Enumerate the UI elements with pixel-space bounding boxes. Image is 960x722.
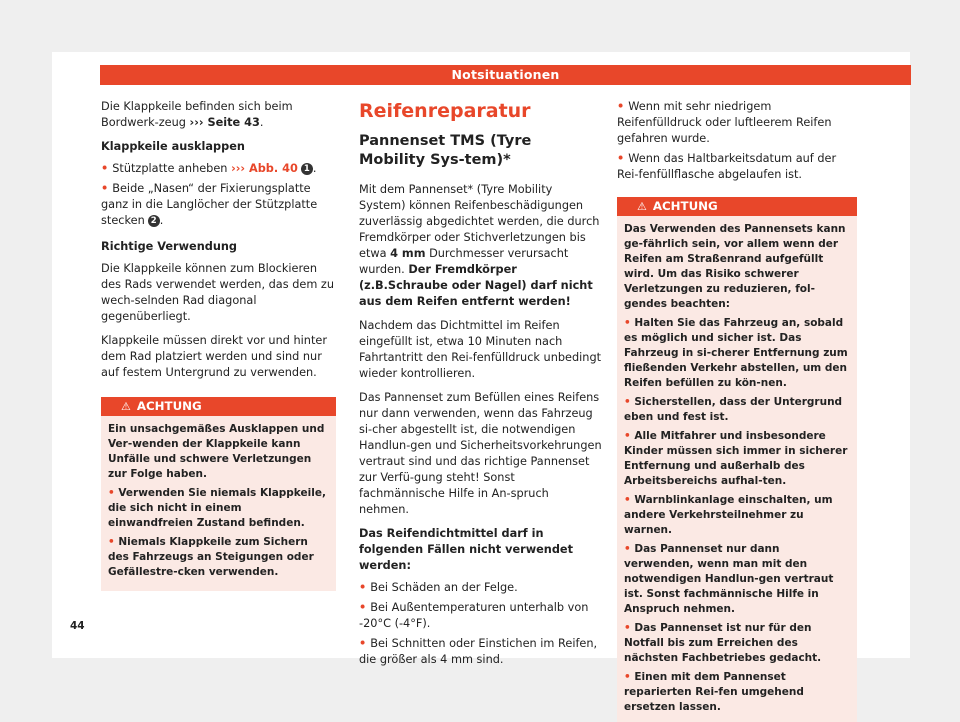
bullet-icon: • [624, 494, 635, 506]
bullet-icon: • [359, 581, 367, 594]
warning-box [617, 197, 857, 722]
warning-item: • Niemals Klappkeile zum Sichern des Fahrzeugs an Steigungen oder Gefällestre-cken verwenden. [108, 536, 314, 578]
heading-nicht-verwenden: Das Reifendichtmittel darf in folgenden Fällen nicht verwendet werden: [359, 527, 573, 572]
warning-item: • Halten Sie das Fahrzeug an, sobald es möglich und sicher ist. Das Fahrzeug in si-cherer Entfernung zum fließenden Verkehr abstellen, um den Reifen befüllen zu kön-nen. [624, 317, 848, 389]
warning-intro: Ein unsachgemäßes Ausklappen und Ver-wenden der Klappkeile kann Unfälle und schwere Verletzungen zur Folge haben. [108, 423, 325, 480]
warning-triangle-icon: ⚠ [121, 400, 131, 413]
list-item: • Beide „Nasen“ der Fixierungsplatte ganz in die Langlöcher der Stützplatte stecken 2 . [101, 182, 318, 227]
paragraph: Klappkeile müssen direkt vor und hinter dem Rad platziert werden und sind nur auf festem Untergrund zu verwenden. [101, 334, 327, 379]
manual-page [52, 52, 910, 713]
warning-box [101, 397, 336, 591]
warning-header: ⚠ ACHTUNG [617, 197, 857, 216]
figure-reference-link[interactable]: ››› Abb. 40 [231, 162, 298, 175]
section-title: Reifenreparatur [359, 100, 531, 122]
warning-item: • Das Pannenset ist nur für den Notfall bis zum Erreichen des nächsten Fachbetriebes gedacht. [624, 622, 822, 664]
column-middle [359, 100, 602, 672]
warning-item: • Alle Mitfahrer und insbesondere Kinder müssen sich immer in sicherer Entfernung und außerhalb des Arbeitsbereichs aufhal-ten. [624, 430, 848, 487]
paragraph: Nachdem das Dichtmittel im Reifen eingefüllt ist, etwa 10 Minuten nach Fahrtantritt den Rei-fenfülldruck unbedingt wieder kontrollieren. [359, 319, 602, 380]
bullet-icon: • [101, 162, 109, 175]
bullet-icon: • [359, 637, 367, 650]
callout-number-icon: 2 [148, 215, 160, 227]
bullet-icon: • [617, 100, 625, 113]
column-right [617, 99, 857, 722]
bullet-icon: • [624, 622, 635, 634]
warning-intro: Das Verwenden des Pannensets kann ge-fährlich sein, vor allem wenn der Reifen am Straßenrand aufgefüllt wird. Um das Risiko schwerer Verletzungen zu reduzieren, fol-gendes beachten: [624, 223, 846, 310]
callout-number-icon: 1 [301, 163, 313, 175]
subsection-title: Pannenset TMS (Tyre Mobility Sys-tem)* [359, 133, 532, 168]
bullet-icon: • [359, 601, 367, 614]
bullet-icon: • [108, 536, 119, 548]
bullet-icon: • [617, 152, 625, 165]
list-item: • Wenn mit sehr niedrigem Reifenfülldruck oder luftleerem Reifen gefahren wurde. [617, 100, 832, 145]
bullet-icon: • [624, 543, 635, 555]
warning-item: • Einen mit dem Pannenset reparierten Rei-fen umgehend ersetzen lassen. [624, 671, 804, 713]
paragraph: Die Klappkeile können zum Blockieren des Rads verwendet werden, das dem zu wech-selnden Rad diagonal gegenüberliegt. [101, 262, 335, 323]
list-item: • Bei Schäden an der Felge. [359, 581, 518, 594]
bullet-icon: • [624, 671, 635, 683]
warning-item: • Warnblinkanlage einschalten, um andere Verkehrsteilnehmer zu warnen. [624, 494, 833, 536]
paragraph: Das Pannenset zum Befüllen eines Reifens nur dann verwenden, wenn das Fahrzeug si-cher abgestellt ist, die notwendigen Handlun-gen und Sicherheitsvorkehrungen vertraut sind und das richtige Pannenset zur Verfü-gung steht! Sonst fachmännische Hilfe in An-spruch nehmen. [359, 391, 602, 516]
warning-body [101, 416, 336, 591]
page-number: 44 [70, 620, 85, 632]
bullet-icon: • [624, 430, 635, 442]
warning-body [617, 216, 857, 722]
warning-header: ⚠ ACHTUNG [101, 397, 336, 416]
bullet-icon: • [101, 182, 109, 195]
warning-item: • Das Pannenset nur dann verwenden, wenn man mit den notwendigen Handlun-gen vertraut ist. Sonst fachmännische Hilfe in Anspruch nehmen. [624, 543, 834, 615]
list-item: • Stützplatte anheben ››› Abb. 40 1 . [101, 162, 317, 175]
bullet-icon: • [624, 317, 635, 329]
warning-item: • Sicherstellen, dass der Untergrund eben und fest ist. [624, 396, 843, 423]
bullet-icon: • [108, 487, 119, 499]
bullet-icon: • [624, 396, 635, 408]
list-item: • Bei Schnitten oder Einstichen im Reifen, die größer als 4 mm sind. [359, 637, 598, 666]
heading-richtige-verwendung: Richtige Verwendung [101, 240, 238, 253]
warning-triangle-icon: ⚠ [637, 200, 647, 213]
list-item: • Wenn das Haltbarkeitsdatum auf der Rei-fenfüllflasche abgelaufen ist. [617, 152, 837, 181]
heading-klappkeile-ausklappen: Klappkeile ausklappen [101, 140, 245, 153]
section-banner: Notsituationen [100, 65, 911, 85]
column-left [101, 99, 336, 591]
page-reference-link[interactable]: ››› Seite 43 [189, 116, 260, 129]
list-item: • Bei Außentemperaturen unterhalb von -20°C (-4°F). [359, 601, 589, 630]
warning-item: • Verwenden Sie niemals Klappkeile, die sich nicht in einem einwandfreien Zustand befinden. [108, 487, 326, 529]
paragraph: Mit dem Pannenset* (Tyre Mobility System) können Reifenbeschädigungen zuverlässig abgedichtet werden, die durch Fremdkörper oder Stichverletzungen bis etwa 4 mm Durchmesser verursacht wurden. Der Fremdkörper (z.B.Schraube oder Nagel) darf nicht aus dem Reifen entfernt werden! [359, 183, 600, 308]
intro-paragraph: Die Klappkeile befinden sich beim Bordwerk-zeug ››› Seite 43. [101, 100, 293, 129]
